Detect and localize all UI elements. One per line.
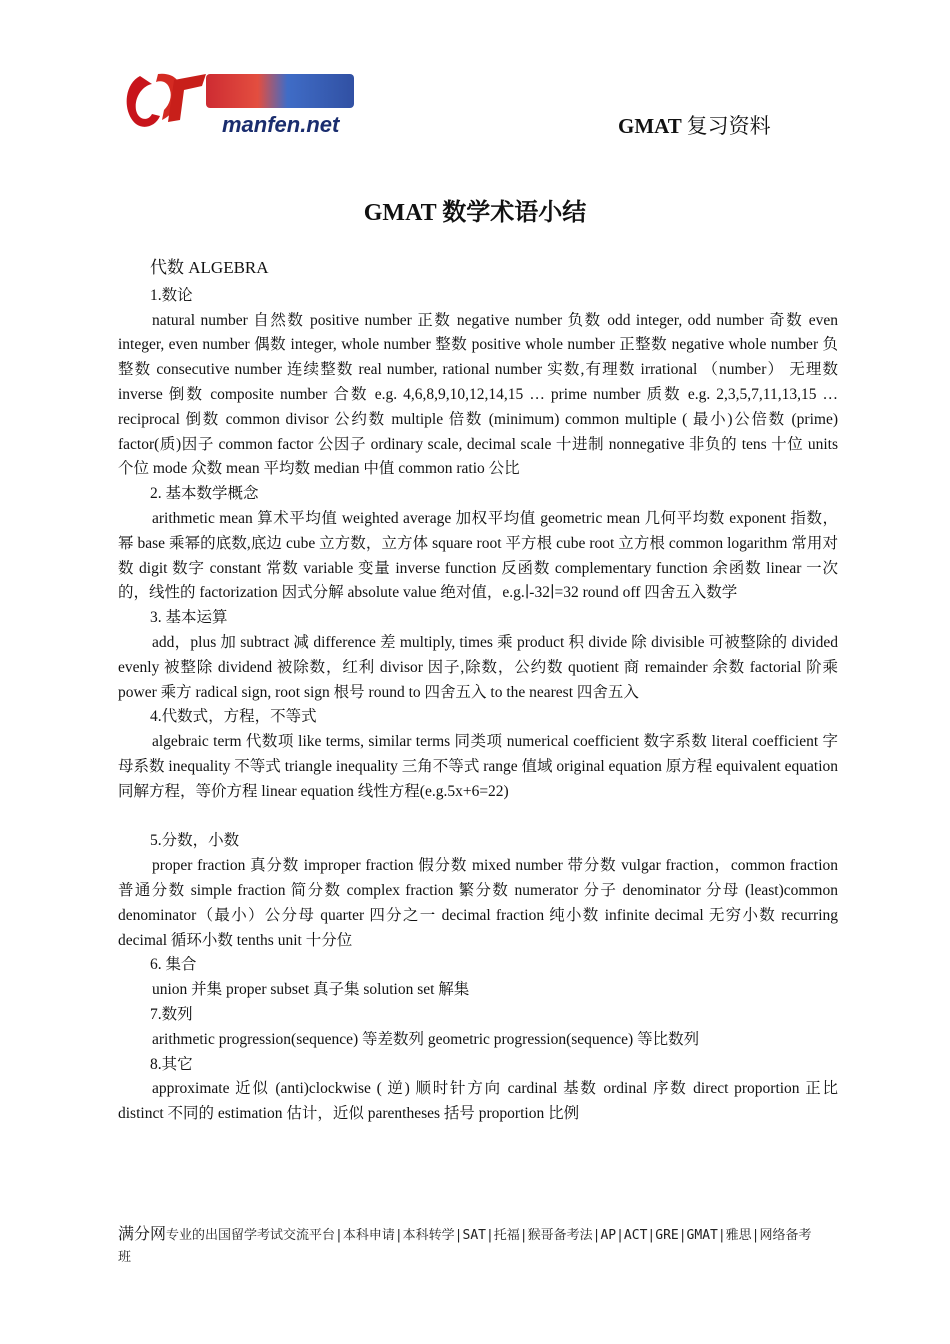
section-text-sequences: arithmetic progression(sequence) 等差数列 geometric progression(sequence) 等比数列 [152, 1030, 700, 1048]
header-doc-type [618, 110, 771, 140]
section-heading-algebraic-expressions: 4.代数式，方程，不等式 [150, 708, 317, 726]
blank-line [118, 805, 838, 830]
section-heading-basic-operations: 3. 基本运算 [150, 609, 228, 627]
section-heading-fractions: 5.分数，小数 [150, 832, 240, 850]
section-heading-number-theory: 1.数论 [150, 286, 193, 304]
section-text-basic-operations: add，plus 加 subtract 减 difference 差 multiply, times 乘 product 积 divide 除 divisible 可被整除的 divided evenly 被整除 dividend 被除数，红利 divisor 因子,除数，公约数 quotient 商 remainder 余数 factorial 阶乘 power 乘方 radical sign, root sign 根号 round to 四舍五入 to the nearest 四舍五入 [118, 633, 838, 701]
section-text-fractions: proper fraction 真分数 improper fraction 假分数 mixed number 带分数 vulgar fraction，common fraction 普通分数 simple fraction 简分数 complex fraction 繁分数 numerator 分子 denominator 分母 (least)common denominator（最小）公分母 quarter 四分之一 decimal fraction 纯小数 infinite decimal 无穷小数 recurring decimal 循环小数 tenths unit 十分位 [118, 857, 838, 949]
document-body [118, 256, 838, 1127]
section-text-sets: union 并集 proper subset 真子集 solution set 解集 [152, 981, 470, 999]
section-heading-basic-concepts: 2. 基本数学概念 [150, 485, 259, 503]
section-heading-sets: 6. 集合 [150, 956, 197, 974]
section-heading-other: 8.其它 [150, 1055, 193, 1073]
section-text-other: approximate 近似 (anti)clockwise ( 逆) 顺时针方向 cardinal 基数 ordinal 序数 direct proportion 正比 distinct 不同的 estimation 估计，近似 parentheses 括号 proportion 比例 [118, 1080, 838, 1123]
footer-tagline: 专业的出国留学考试交流平台|本科申请|本科转学|SAT|托福|猴哥备考法|AP|ACT|GRE|GMAT|雅思|网络备考班 [118, 1228, 812, 1265]
section-text-basic-concepts: arithmetic mean 算术平均值 weighted average 加权平均值 geometric mean 几何平均数 exponent 指数，幂 base 乘幂的底数,底边 cube 立方数，立方体 square root 平方根 cube root 立方根 common logarithm 常用对数 digit 数字 constant 常数 variable 变量 inverse function 反函数 complementary function 余函数 linear 一次的，线性的 factorization 因式分解 absolute value 绝对值，e.g.∣-32∣=32 round off 四舍五入数学 [118, 509, 838, 602]
section-text-algebraic-expressions: algebraic term 代数项 like terms, similar terms 同类项 numerical coefficient 数字系数 literal coefficient 字母系数 inequality 不等式 triangle inequality 三角不等式 range 值域 original equation 原方程 equivalent equation 同解方程，等价方程 linear equation 线性方程(e.g.5x+6=22) [118, 733, 838, 800]
page-title: GMAT 数学术语小结 [363, 200, 587, 226]
section-heading-sequences: 7.数列 [150, 1005, 193, 1023]
logo-text: manfen.net [222, 112, 340, 137]
manfen-logo [122, 64, 362, 138]
header-doc-type-latin: GMAT [618, 114, 682, 138]
section-text-number-theory: natural number 自然数 positive number 正数 negative number 负数 odd integer, odd number 奇数 even integer, even number 偶数 integer, whole number 整数 positive whole number 正整数 negative whole number 负整数 consecutive number 连续整数 real number, rational number 实数,有理数 irrational （number） 无理数 inverse 倒数 composite number 合数 e.g. 4,6,8,9,10,12,14,15 … prime number 质数 e.g. 2,3,5,7,11,13,15 … reciprocal 倒数 common divisor 公约数 multiple 倍数 (minimum) common multiple ( 最小)公倍数 (prime) factor(质)因子 common factor 公因子 ordinary scale, decimal scale 十进制 nonnegative 非负的 tens 十位 units 个位 mode 众数 mean 平均数 median 中值 common ratio 公比 [118, 311, 838, 478]
page-footer [118, 1224, 818, 1269]
section-heading-algebra: 代数 ALGEBRA [150, 258, 269, 277]
footer-brand: 满分网 [118, 1226, 167, 1243]
header-doc-type-cjk: 复习资料 [686, 114, 771, 138]
logo-graphic [122, 64, 362, 138]
